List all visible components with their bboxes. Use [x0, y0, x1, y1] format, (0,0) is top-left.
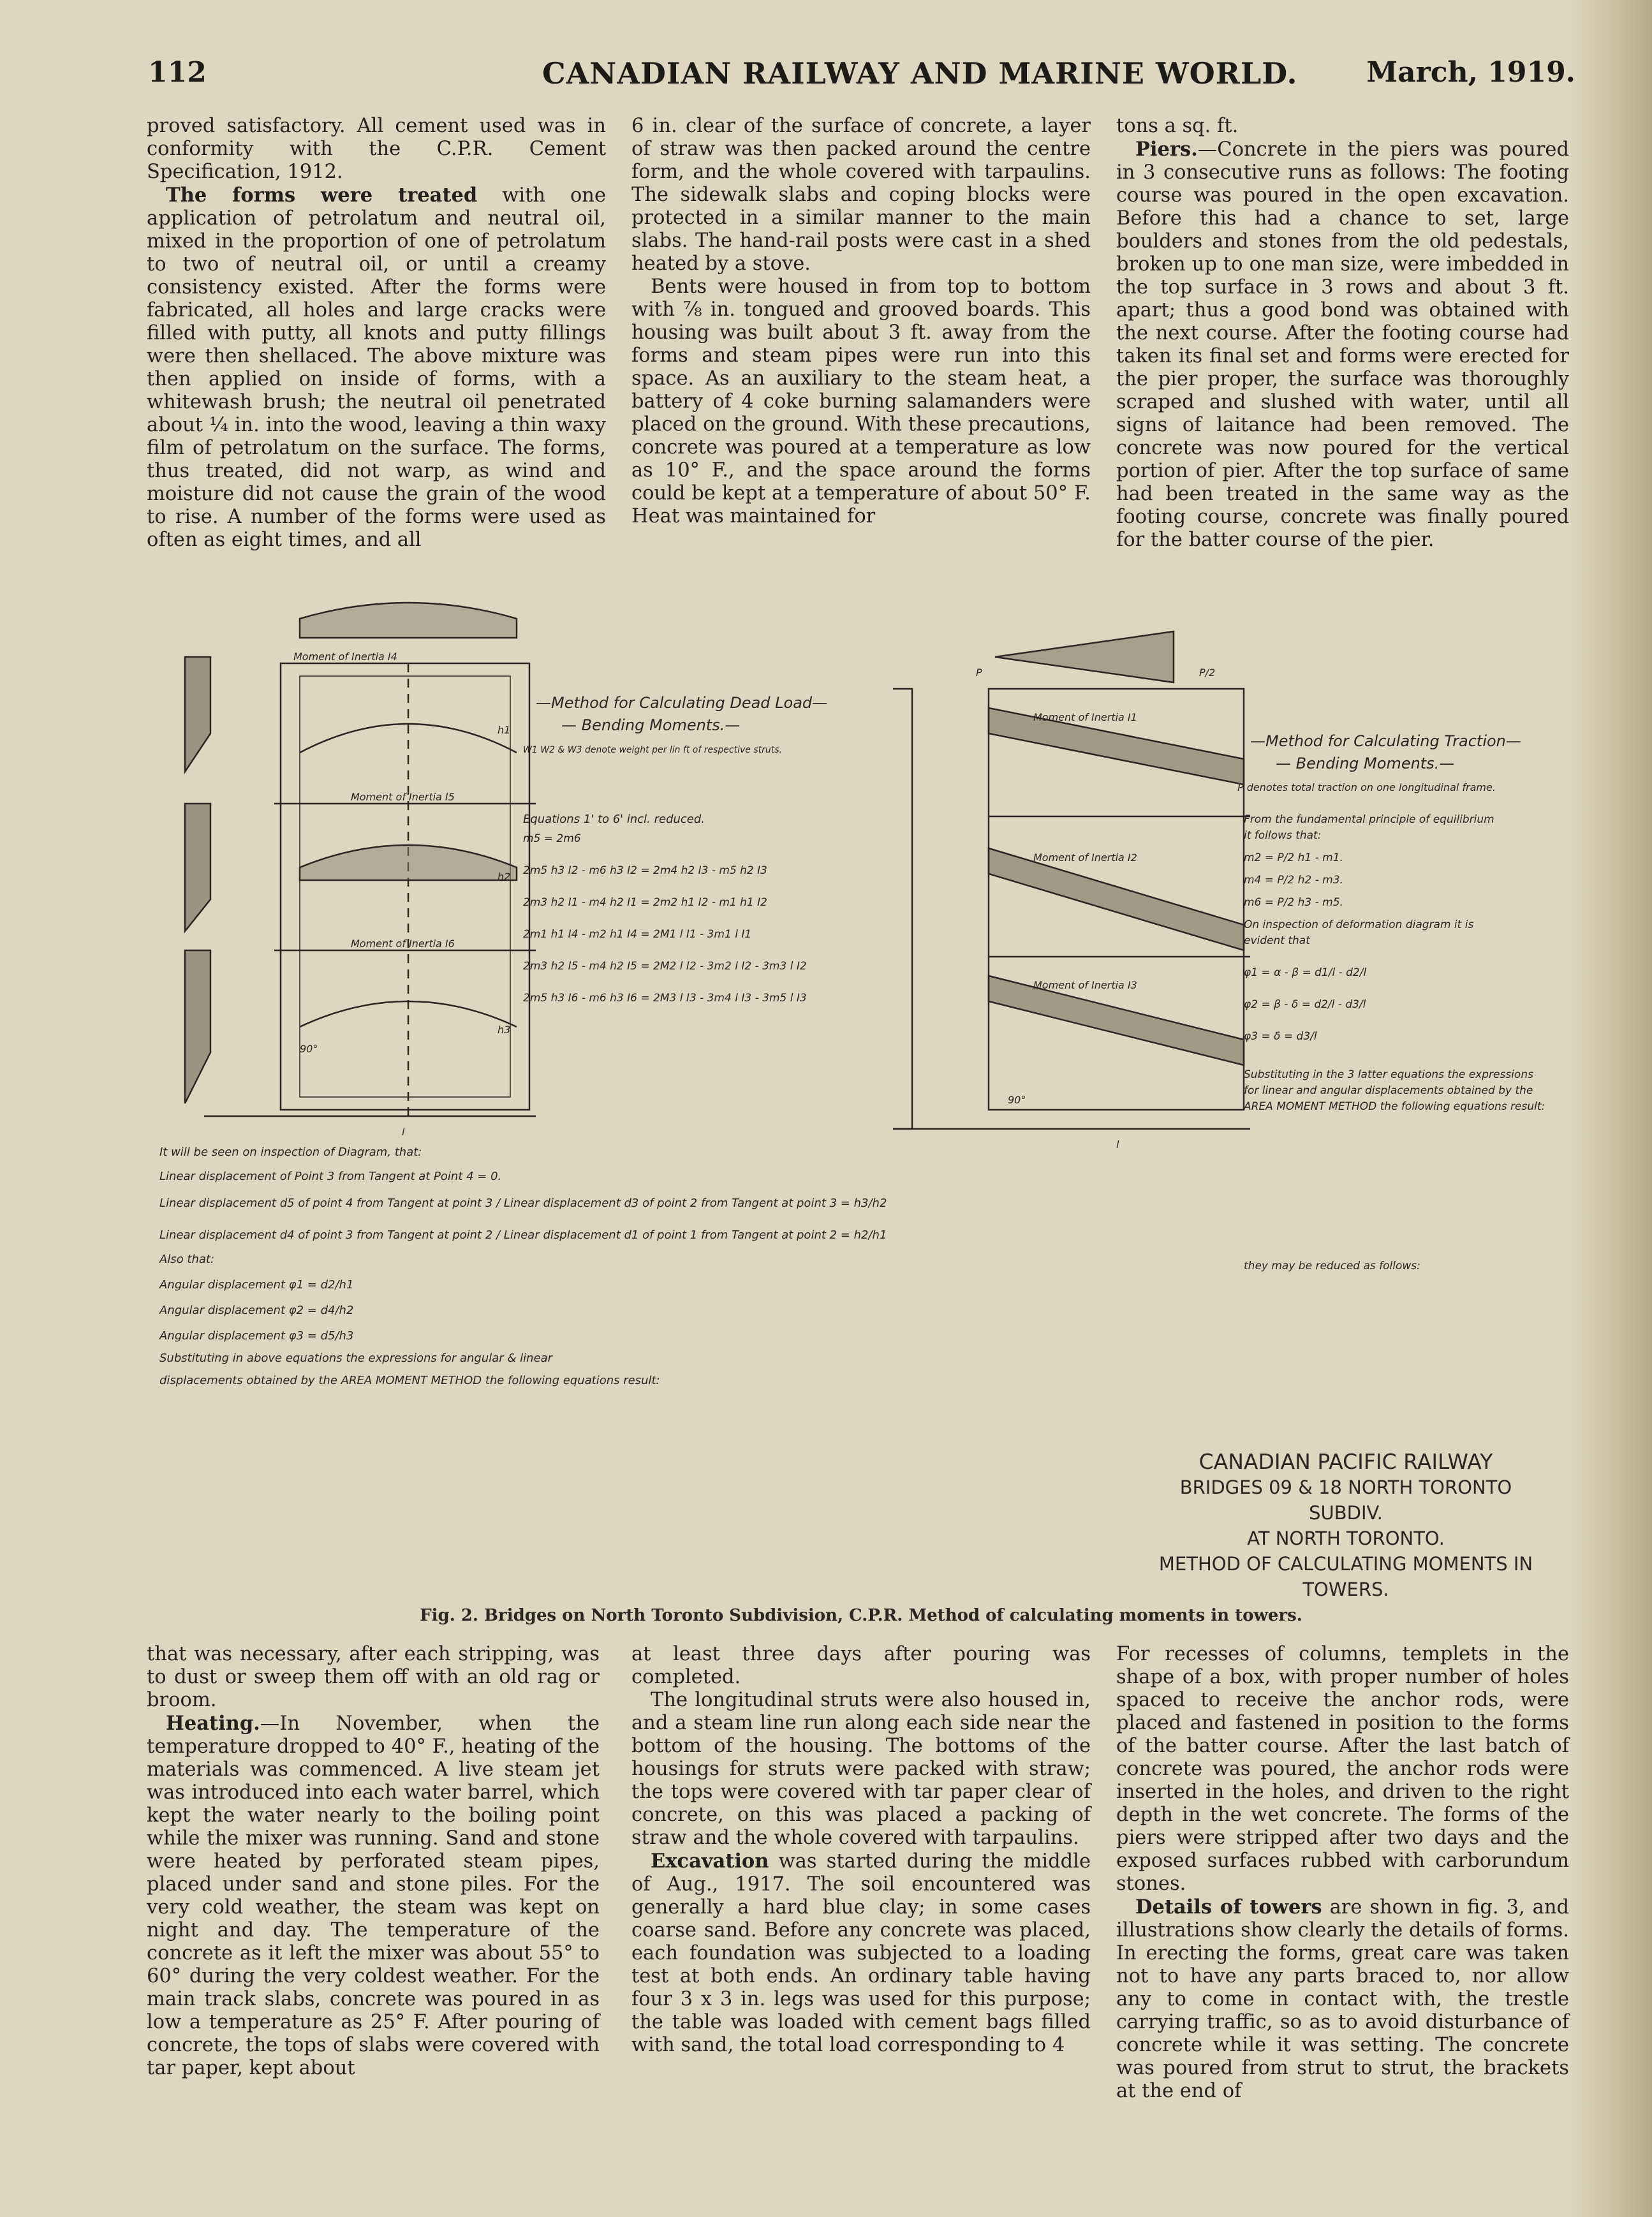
paragraph-text: —Concrete in the piers was poured in 3 consecutive runs as follows: The footing course was poured in the open excavation. Before this had a chance to set, large boulders and stones from the old pedestals, broken up to one man size, were imbedded in the top surface in 3 rows and about 3 ft. apart; thus a good bond was obtained with the next course. After the footing course had taken its final set and forms were erected for the pier proper, the surface was thoroughly scraped and slushed with water, until all signs of laitance had been removed. The concrete was now poured for the vertical portion of pier. After the top surface of same had been treated in the same way as the footing course, concrete was finally poured for the batter course of the pier. [1116, 138, 1569, 551]
column-line [893, 689, 912, 1129]
paragraph: at least three days after pouring was completed. [631, 1643, 1091, 1688]
text-column-5 [631, 1643, 1091, 2057]
cpr-line: METHOD OF CALCULATING MOMENTS IN TOWERS. [1158, 1553, 1533, 1600]
text-column-4 [147, 1643, 600, 2080]
paragraph: Bents were housed in from top to bottom with ⅞ in. tongued and grooved boards. This housing was built about 3 ft. away from the forms and steam pipes were run into this space. As an auxiliary to the steam heat, a battery of 4 coke burning salamanders were placed on the ground. With these precautions, concrete was poured at a temperature as low as 10° F., and the space around the forms could be kept at a temperature of about 50° F. Heat was maintained for [631, 276, 1091, 527]
paragraph [147, 184, 606, 552]
diagram-label: Moment of Inertia I1 [1033, 711, 1137, 723]
note-line: Linear displacement d4 of point 3 from Tangent at point 2 / Linear displacement d1 of point 1 from Tangent at point 2 = h2/h1 [159, 1228, 887, 1242]
diagram-label: Moment of Inertia I4 [293, 651, 397, 663]
equation: 2m5 h3 I6 - m6 h3 I6 = 2M3 l I3 - 3m4 l I3 - 3m5 l I3 [523, 992, 807, 1005]
paragraph-text: was started during the middle of Aug., 1917. The soil encountered was generally a hard blue clay; in some cases coarse sand. Before any concrete was placed, each foundation was subjected to a loading test at both ends. An ordinary table having four 3 x 3 in. legs was used for this purpose; the table was loaded with cement bags filled with sand, the total load corresponding to 4 [631, 1850, 1091, 2056]
issue-date: March, 1919. [1366, 56, 1575, 89]
paragraph-text: —In November, when the temperature dropped to 40° F., heating of the materials was commenced. A live steam jet was introduced into each water barrel, which kept the water nearly to the boiling point while the mixer was running. Sand and stone were heated by perforated steam pipes, placed under sand and stone piles. For the very cold weather, the steam was kept on night and day. The temperature of the concrete as it left the mixer was about 55° to 60° during the very coldest weather. For the main track slabs, concrete was poured in as low a temperature as 25° F. After pouring of concrete, the tops of slabs were covered with tar paper, kept about [147, 1712, 600, 2079]
right-equations [1243, 813, 1545, 1272]
diagram-label: P [976, 667, 982, 679]
moment-diagram-top [300, 603, 517, 638]
diagram-label: l [1116, 1138, 1119, 1151]
note-line: It will be seen on inspection of Diagram, that: [159, 1145, 422, 1159]
column-moment-diagram [185, 657, 210, 772]
paragraph-text: are shown in fig. 3, and illustrations show clearly the details of forms. In erecting the forms, great care was taken not to have any parts braced to, nor allow any to come in contact with, the trestle carrying traffic, so as to avoid disturbance of concrete while it was setting. The concrete was poured from strut to strut, the brackets at the end of [1116, 1896, 1569, 2102]
page-number: 112 [148, 56, 207, 89]
left-title-1: —Method for Calculating Dead Load— [536, 694, 828, 712]
equation: for linear and angular displacements obtained by the [1244, 1084, 1533, 1097]
note-line: Angular displacement φ3 = d5/h3 [159, 1329, 354, 1343]
text-column-2 [631, 115, 1091, 528]
diagram-label: Moment of Inertia I3 [1033, 979, 1137, 991]
text-column-6 [1116, 1643, 1569, 2103]
diagram-label: Moment of Inertia I5 [351, 791, 455, 803]
equation: 2m3 h2 I1 - m4 h2 I1 = 2m2 h1 I2 - m1 h1 I2 [523, 896, 767, 909]
equation: 2m5 h3 I2 - m6 h3 I2 = 2m4 h2 I3 - m5 h2 I3 [523, 864, 767, 877]
equation: m5 = 2m6 [523, 832, 581, 845]
equation: AREA MOMENT METHOD the following equations result: [1244, 1100, 1545, 1113]
equation: 2m1 h1 I4 - m2 h1 I4 = 2M1 l I1 - 3m1 l I1 [523, 928, 752, 941]
run-in-heading: The forms were treated [166, 184, 478, 207]
note-line: Linear displacement d5 of point 4 from Tangent at point 3 / Linear displacement d3 of point 2 from Tangent at point 3 = h3/h2 [159, 1197, 887, 1210]
paragraph [631, 1850, 1091, 2057]
diagram-label: l [402, 1126, 405, 1138]
paragraph: tons a sq. ft. [1116, 115, 1239, 137]
diagram-label: Moment of Inertia I6 [351, 938, 455, 950]
equation: 2m3 h2 I5 - m4 h2 I5 = 2M2 l I2 - 3m2 l I2 - 3m3 l I2 [523, 960, 807, 973]
equation: m2 = P/2 h1 - m1. [1244, 851, 1343, 864]
diagram-label: 90° [1008, 1094, 1026, 1106]
left-title-2: — Bending Moments.— [561, 716, 741, 734]
left-equations [523, 832, 807, 1005]
paragraph [147, 1712, 600, 2080]
figure-caption: Fig. 2. Bridges on North Toronto Subdivision, C.P.R. Method of calculating moments in towers. [420, 1606, 1302, 1625]
run-in-heading: Heating. [166, 1712, 260, 1735]
paragraph-text: with one application of petrolatum and neutral oil, mixed in the proportion of one of petrolatum to two of neutral oil, or until a creamy consistency existed. After the forms were fabricated, all holes and large cracks were filled with putty, all knots and putty fillings were then shellaced. The above mixture was then applied on inside of forms, with a whitewash brush; the neutral oil penetrated about ¼ in. into the wood, leaving a thin waxy film of petrolatum on the surface. The forms, thus treated, did not warp, as wind and moisture did not cause the grain of the wood to rise. A number of the forms were used as often as eight times, and all [147, 184, 606, 551]
right-title-1: —Method for Calculating Traction— [1250, 732, 1521, 750]
equation: m6 = P/2 h3 - m5. [1244, 896, 1343, 909]
note-line: Substituting in above equations the expressions for angular & linear [159, 1352, 553, 1365]
cpr-line: AT NORTH TORONTO. [1247, 1528, 1445, 1549]
diagram-label: h1 [498, 724, 511, 736]
run-in-heading: Piers. [1135, 138, 1198, 161]
paragraph: proved satisfactory. All cement used was in conformity with the C.P.R. Cement Specification, 1912. [147, 115, 606, 183]
paragraph: For recesses of columns, templets in the shape of a box, with proper number of holes spaced to receive the anchor rods, were placed and fastened in position to the forms of the batter course. After the last batch of concrete was poured, the anchor rods were inserted in the holes, and driven to the right depth in the wet concrete. The forms of the piers were stripped after two days and the exposed surfaces rubbed with carborundum stones. [1116, 1643, 1569, 1895]
run-in-heading: Details of towers [1135, 1896, 1322, 1919]
diagram-label: h2 [498, 871, 511, 883]
equation: φ1 = α - β = d1/l - d2/l [1244, 966, 1367, 979]
figure-2 [140, 593, 1582, 1625]
note-line: displacements obtained by the AREA MOMENT METHOD the following equations result: [159, 1374, 660, 1387]
left-lower-notes [159, 1145, 887, 1387]
running-header [140, 52, 1575, 97]
diagram-label: 90° [300, 1043, 318, 1055]
equation: m4 = P/2 h2 - m3. [1244, 874, 1343, 887]
text-column-3 [1116, 115, 1569, 552]
left-frame-inner [300, 676, 510, 1097]
diagram-label: P/2 [1199, 667, 1216, 679]
equation: they may be reduced as follows: [1244, 1260, 1420, 1272]
text-column-1 [147, 115, 606, 552]
equation: Substituting in the 3 latter equations the expressions [1244, 1068, 1533, 1081]
equation: φ3 = δ = d3/l [1244, 1030, 1317, 1043]
run-in-heading: Excavation [651, 1850, 769, 1873]
note-line: Angular displacement φ1 = d2/h1 [159, 1278, 354, 1292]
left-frame-outline [281, 663, 529, 1110]
equation: From the fundamental principle of equilibrium [1244, 813, 1494, 826]
paragraph [1116, 1896, 1569, 2103]
cpr-title: CANADIAN PACIFIC RAILWAY [1198, 1449, 1493, 1474]
column-moment-diagram [185, 950, 210, 1103]
left-tower-frame [185, 603, 536, 1116]
right-tower-frame [893, 631, 1250, 1129]
diagram-label: Moment of Inertia I2 [1033, 851, 1137, 864]
moment-diagram-mid [300, 845, 517, 880]
equation: evident that [1244, 934, 1310, 947]
note-line: Linear displacement of Point 3 from Tangent at Point 4 = 0. [159, 1170, 502, 1183]
note-line: Also that: [159, 1253, 215, 1266]
right-title-2: — Bending Moments.— [1276, 755, 1455, 772]
paragraph: that was necessary, after each stripping, was to dust or sweep them off with an old rag or broom. [147, 1643, 600, 1711]
left-eq-head: Equations 1' to 6' incl. reduced. [523, 813, 705, 826]
right-note: P denotes total traction on one longitudinal frame. [1237, 781, 1496, 793]
paragraph: 6 in. clear of the surface of concrete, a layer of straw was then packed around the centre form, and the whole covered with tarpaulins. The sidewalk slabs and coping blocks were protected in a similar manner to the main slabs. The hand-rail posts were cast in a shed heated by a stove. [631, 115, 1091, 275]
cpr-title-block [1148, 1449, 1544, 1602]
paragraph: The longitudinal struts were also housed in, and a steam line run along each side near the bottom of the housing. The bottoms of the housings for struts were packed with straw; the tops were covered with tar paper clear of concrete, on this was placed a packing of straw and the whole covered with tarpaulins. [631, 1689, 1091, 1849]
equation: φ2 = β - δ = d2/l - d3/l [1244, 998, 1366, 1011]
equation: it follows that: [1244, 829, 1322, 842]
note-line: Angular displacement φ2 = d4/h2 [159, 1304, 354, 1317]
paragraph [1116, 138, 1569, 552]
journal-title: CANADIAN RAILWAY AND MARINE WORLD. [542, 56, 1298, 91]
cpr-line: BRIDGES 09 & 18 NORTH TORONTO SUBDIV. [1179, 1477, 1512, 1524]
column-moment-diagram [185, 804, 210, 931]
top-moment-diagram [995, 631, 1174, 682]
equation: On inspection of deformation diagram it is [1244, 918, 1474, 931]
left-note: W1 W2 & W3 denote weight per lin ft of respective struts. [523, 745, 782, 755]
diagram-label: h3 [498, 1024, 511, 1036]
traction-moment-diagram [989, 848, 1244, 950]
